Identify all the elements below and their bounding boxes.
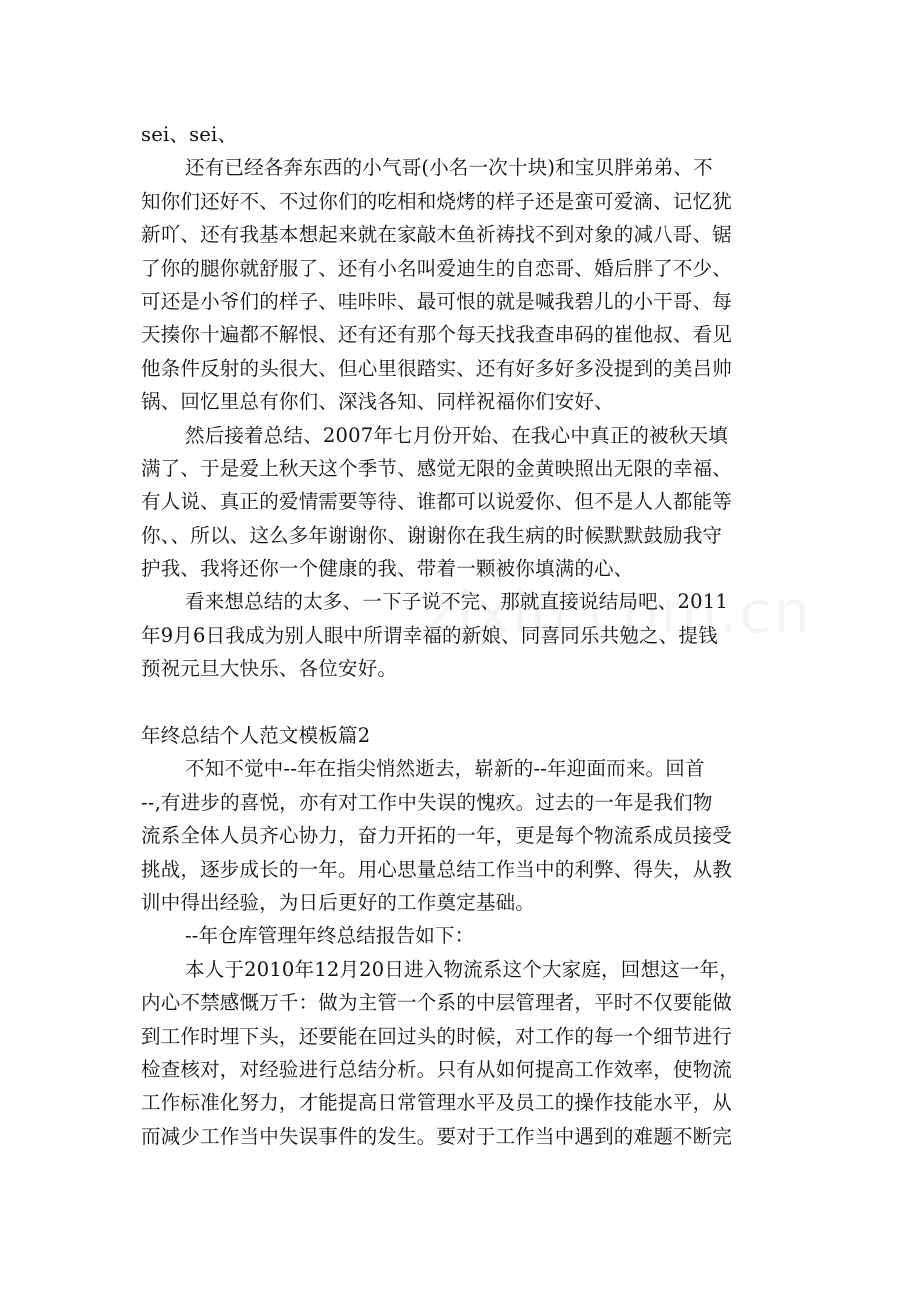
text-line: 新吖、还有我基本想起来就在家敲木鱼祈祷找不到对象的减八哥、锯 (141, 223, 733, 247)
paragraph-first-line: --年仓库管理年终总结报告如下： (185, 924, 475, 948)
text-line: 护我、我将还你一个健康的我、带着一颗被你填满的心、 (141, 557, 634, 581)
text-line: 满了、于是爱上秋天这个季节、感觉无限的金黄映照出无限的幸福、 (141, 456, 733, 480)
paragraph-first-line: 本人于2010年12月20日进入物流系这个大家庭，回想这一年， (185, 957, 739, 981)
text-line: 而减少工作当中失误事件的发生。要对于工作当中遇到的难题不断完 (141, 1124, 733, 1148)
text-line: 工作标准化努力，才能提高日常管理水平及员工的操作技能水平，从 (141, 1091, 733, 1115)
text-line: 挑战，逐步成长的一年。用心思量总结工作当中的利弊、得失，从教 (141, 857, 733, 881)
document-page (141, 118, 781, 1153)
text-line: 有人说、真正的爱情需要等待、谁都可以说爱你、但不是人人都能等 (141, 490, 733, 514)
paragraph-first-line: 不知不觉中--年在指尖悄然逝去，崭新的--年迎面而来。回首 (185, 757, 705, 781)
text-line: 预祝元旦大快乐、各位安好。 (141, 657, 398, 681)
paragraph-first-line: 看来想总结的太多、一下子说不完、那就直接说结局吧、2011 (185, 590, 728, 614)
text-line: --,有进步的喜悦，亦有对工作中失误的愧疚。过去的一年是我们物 (141, 790, 713, 814)
paragraph-first-line: 然后接着总结、2007年七月份开始、在我心中真正的被秋天填 (185, 423, 728, 447)
text-line: 训中得出经验，为日后更好的工作奠定基础。 (141, 890, 536, 914)
paragraph-first-line: 还有已经各奔东西的小气哥(小名一次十块)和宝贝胖弟弟、不 (185, 156, 713, 180)
text-line: 到工作时埋下头，还要能在回过头的时候，对工作的每一个细节进行 (141, 1024, 733, 1048)
text-line: 他条件反射的头很大、但心里很踏实、还有好多好多没提到的美吕帅 (141, 356, 733, 380)
text-line: 年9月6日我成为别人眼中所谓幸福的新娘、同喜同乐共勉之、提钱 (141, 623, 718, 647)
text-line: sei、sei、 (141, 123, 238, 146)
text-line: 了你的腿你就舒服了、还有小名叫爱迪生的自恋哥、婚后胖了不少、 (141, 256, 733, 280)
text-line: 你、、所以、这么多年谢谢你、谢谢你在我生病的时候默默鼓励我守 (141, 523, 723, 547)
text-line: 可还是小爷们的样子、哇咔咔、最可恨的就是喊我碧儿的小干哥、每 (141, 289, 733, 313)
text-line: 内心不禁感慨万千：做为主管一个系的中层管理者，平时不仅要能做 (141, 991, 733, 1015)
section-heading: 年终总结个人范文模板篇2 (141, 724, 371, 748)
text-line: 知你们还好不、不过你们的吃相和烧烤的样子还是蛮可爱滴、记忆犹 (141, 189, 733, 213)
text-line: 锅、回忆里总有你们、深浅各知、同样祝福你们安好、 (141, 390, 614, 414)
text-line: 流系全体人员齐心协力，奋力开拓的一年，更是每个物流系成员接受 (141, 824, 733, 848)
text-line: 天揍你十遍都不解恨、还有还有那个每天找我查串码的崔他叔、看见 (141, 323, 733, 347)
text-line: 检查核对，对经验进行总结分析。只有从如何提高工作效率，使物流 (141, 1057, 733, 1081)
section-gap (141, 686, 781, 719)
